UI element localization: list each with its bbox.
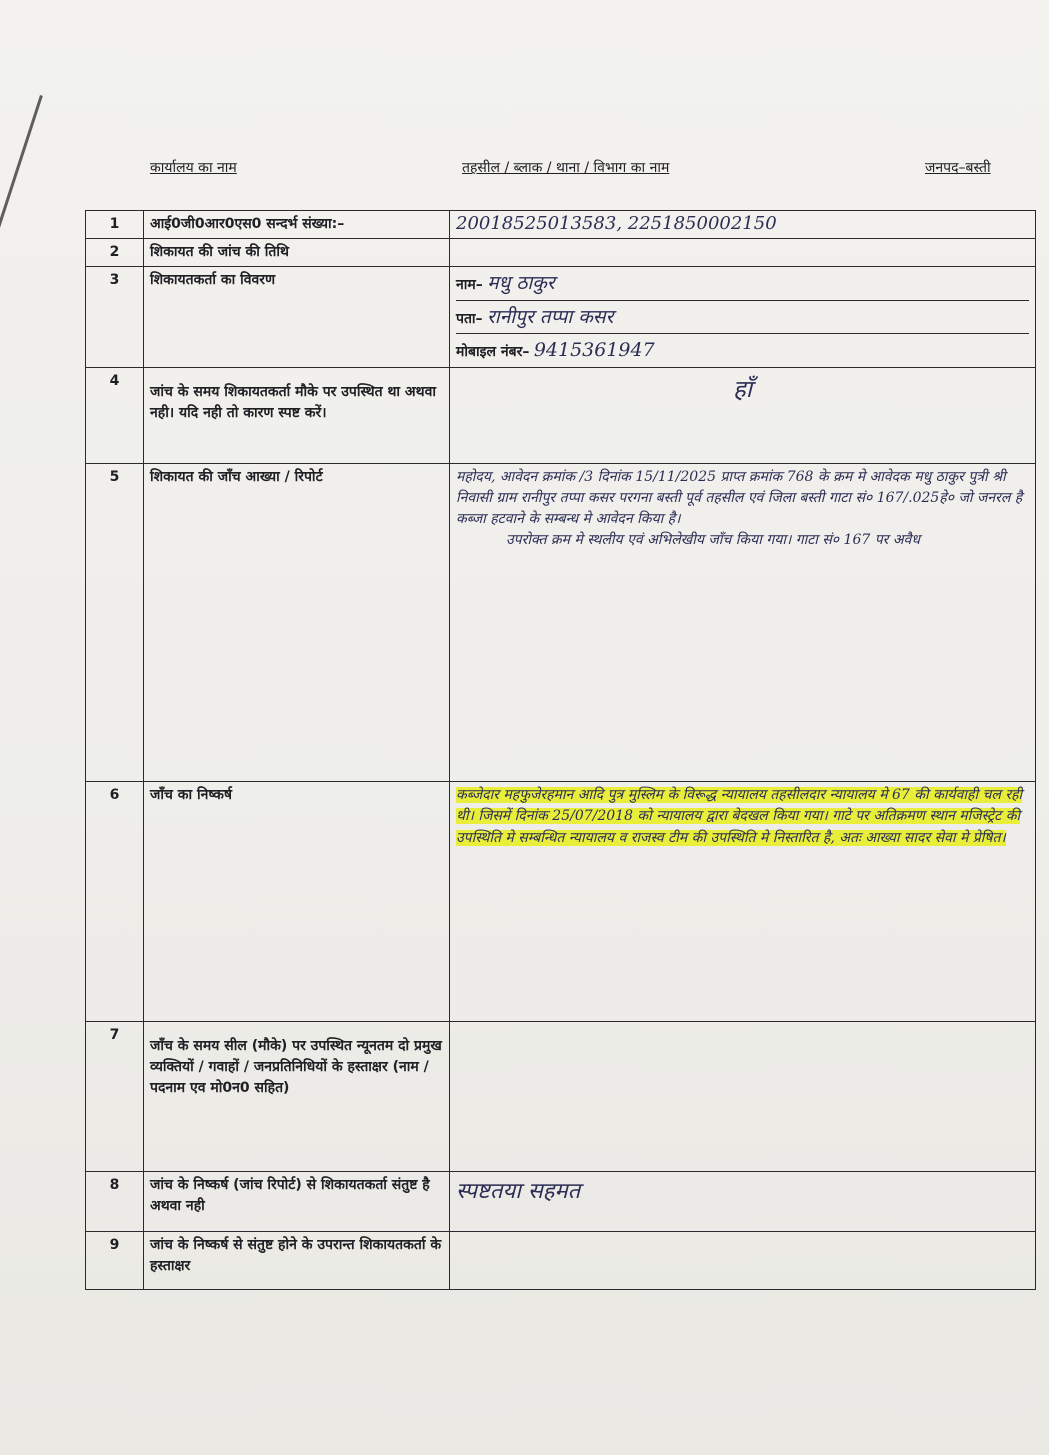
highlighted-conclusion-text: कब्जेदार महफुजेरहमान आदि पुत्र मुस्लिम के विरूद्ध न्यायालय तहसीलदार न्यायालय मे 67 की कार्यवाही चल रही थी। जिसमें दिनांक 25/07/2018 को न्यायालय द्वारा बेदखल किया गया। गाटे पर अतिक्रमण स्थान मजिस्ट्रेट की उपस्थिति मे सम्बन्धित न्यायालय व राजस्व टीम की उपस्थिति मे निस्तारित है, अतः आख्या सादर सेवा मे प्रेषित।	[456, 786, 1023, 846]
row-number: 1	[86, 211, 144, 239]
complainant-name: नाम– मधु ठाकुर	[456, 267, 1029, 301]
row-number: 6	[86, 781, 144, 1021]
row-number: 3	[86, 267, 144, 368]
inspection-report	[450, 463, 1036, 781]
row-9	[86, 1231, 1036, 1289]
complainant-present-label: जांच के समय शिकायतकर्ता मौके पर उपस्थित था अथवा नही। यदि नही तो कारण स्पष्ट करें।	[144, 367, 450, 463]
complainant-signature-value	[450, 1231, 1036, 1289]
row-number: 5	[86, 463, 144, 781]
inspection-date-label: शिकायत की जांच की तिथि	[144, 239, 450, 267]
complainant-address: पता– रानीपुर तप्पा कसर	[456, 301, 1029, 335]
report-paragraph: महोदय, आवेदन क्रमांक /3 दिनांक 15/11/2025 प्राप्त क्रमांक 768 के क्रम मे आवेदक मधु ठाकुर पुत्री श्री निवासी ग्राम रानीपुर तप्पा कसर परगना बस्ती पूर्व तहसील एवं जिला बस्ती गाटा सं० 167/.025हे० जो जनरल है कब्जा हटवाने के सम्बन्ध मे आवेदन किया है।	[456, 468, 1023, 527]
row-number: 4	[86, 367, 144, 463]
row-8	[86, 1171, 1036, 1231]
tehsil-label: तहसील / ब्लाक / थाना / विभाग का नाम	[462, 160, 670, 176]
witness-signatures-value	[450, 1021, 1036, 1171]
row-7	[86, 1021, 1036, 1171]
row-3	[86, 267, 1036, 368]
inspection-conclusion-label: जाँच का निष्कर्ष	[144, 781, 450, 1021]
row-6	[86, 781, 1036, 1021]
witness-signatures-label: जाँच के समय सील (मौके) पर उपस्थित न्यूनतम दो प्रमुख व्यक्तियों / गवाहों / जनप्रतिनिधियों के हस्ताक्षर (नाम / पदनाम एव मो0न0 सहित)	[144, 1021, 450, 1171]
row-5	[86, 463, 1036, 781]
row-2	[86, 239, 1036, 267]
row-1	[86, 211, 1036, 239]
igrs-reference-value: 20018525013583, 2251850002150	[450, 211, 1036, 239]
report-paragraph: उपरोक्त क्रम मे स्थलीय एवं अभिलेखीय जाँच किया गया। गाटा सं० 167 पर अवैध	[506, 531, 920, 548]
district-label: जनपद–बस्ती	[925, 160, 991, 176]
complainant-present-value: हाँ	[450, 367, 1036, 463]
row-number: 2	[86, 239, 144, 267]
complainant-details	[450, 267, 1036, 368]
header	[0, 158, 1049, 188]
complaint-form-table	[85, 210, 1036, 1290]
complainant-details-label: शिकायतकर्ता का विवरण	[144, 267, 450, 368]
inspection-conclusion	[450, 781, 1036, 1021]
complainant-signature-label: जांच के निष्कर्ष से संतुष्ट होने के उपरान्त शिकायतकर्ता के हस्ताक्षर	[144, 1231, 450, 1289]
inspection-date-value	[450, 239, 1036, 267]
row-number: 7	[86, 1021, 144, 1171]
pen-line	[0, 95, 43, 381]
complainant-satisfied-value: स्पष्टतया सहमत	[450, 1171, 1036, 1231]
office-name-label: कार्यालय का नाम	[150, 160, 237, 176]
row-4	[86, 367, 1036, 463]
igrs-reference-label: आई0जी0आर0एस0 सन्दर्भ संख्या:–	[144, 211, 450, 239]
complainant-satisfied-label: जांच के निष्कर्ष (जांच रिपोर्ट) से शिकायतकर्ता संतुष्ट है अथवा नही	[144, 1171, 450, 1231]
row-number: 9	[86, 1231, 144, 1289]
complainant-mobile: मोबाइल नंबर– 9415361947	[456, 339, 655, 361]
row-number: 8	[86, 1171, 144, 1231]
inspection-report-label: शिकायत की जाँच आख्या / रिपोर्ट	[144, 463, 450, 781]
